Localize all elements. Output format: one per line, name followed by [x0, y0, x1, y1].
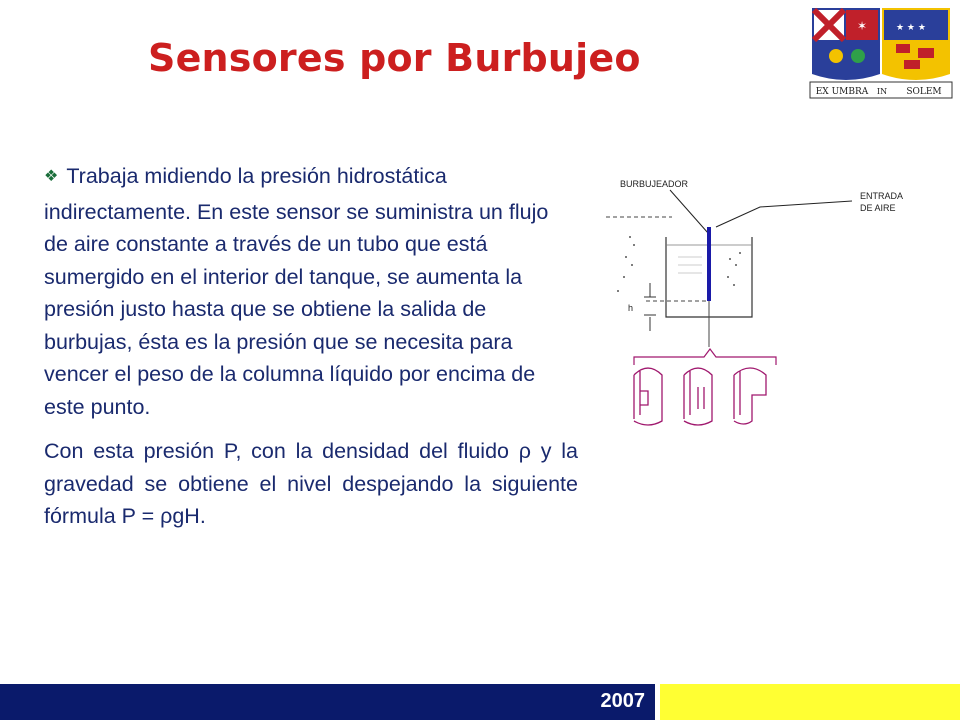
slide-body [44, 160, 578, 533]
footer-year: 2007 [600, 690, 645, 712]
label-air-inlet-2: DE AIRE [860, 203, 896, 213]
paragraph-formula: Con esta presión P, con la densidad del fluido ρ y la gravedad se obtiene el nivel despejando la siguiente fórmula P = ρgH. [44, 439, 578, 528]
footer-bar-yellow [660, 684, 960, 720]
motto-right: SOLEM [906, 87, 942, 97]
pipe-sections-illustration [634, 368, 766, 425]
label-bubbler: BURBUJEADOR [620, 179, 689, 189]
motto-mid: IN [876, 87, 888, 96]
svg-text:★ ★ ★: ★ ★ ★ [896, 23, 926, 33]
label-air-inlet-1: ENTRADA [860, 191, 904, 201]
bubbler-tube [707, 227, 711, 301]
diamond-bullet-icon: ❖ [44, 168, 59, 185]
footer-bar-blue [0, 684, 655, 720]
paragraph-1-text: Trabaja midiendo la presión hidrostática indirectamente. En este sensor se suministra un flujo de aire constante a través de un tubo que está sumergido en el interior del tanque, se aumenta la presión justo hasta que se obtiene la salida de burbujas, ésta es la presión que se necesita para vencer el peso de la columna líquido por encima de este punto. [44, 164, 549, 419]
label-h: h [628, 303, 634, 313]
slide-title: Sensores por Burbujeo [148, 36, 641, 80]
svg-text:✶: ✶ [856, 19, 868, 33]
motto-left: EX UMBRA [815, 87, 869, 97]
paragraph-bubbler-description [44, 160, 578, 423]
bubbler-diagram [600, 165, 952, 455]
university-crest-logo [806, 4, 956, 104]
